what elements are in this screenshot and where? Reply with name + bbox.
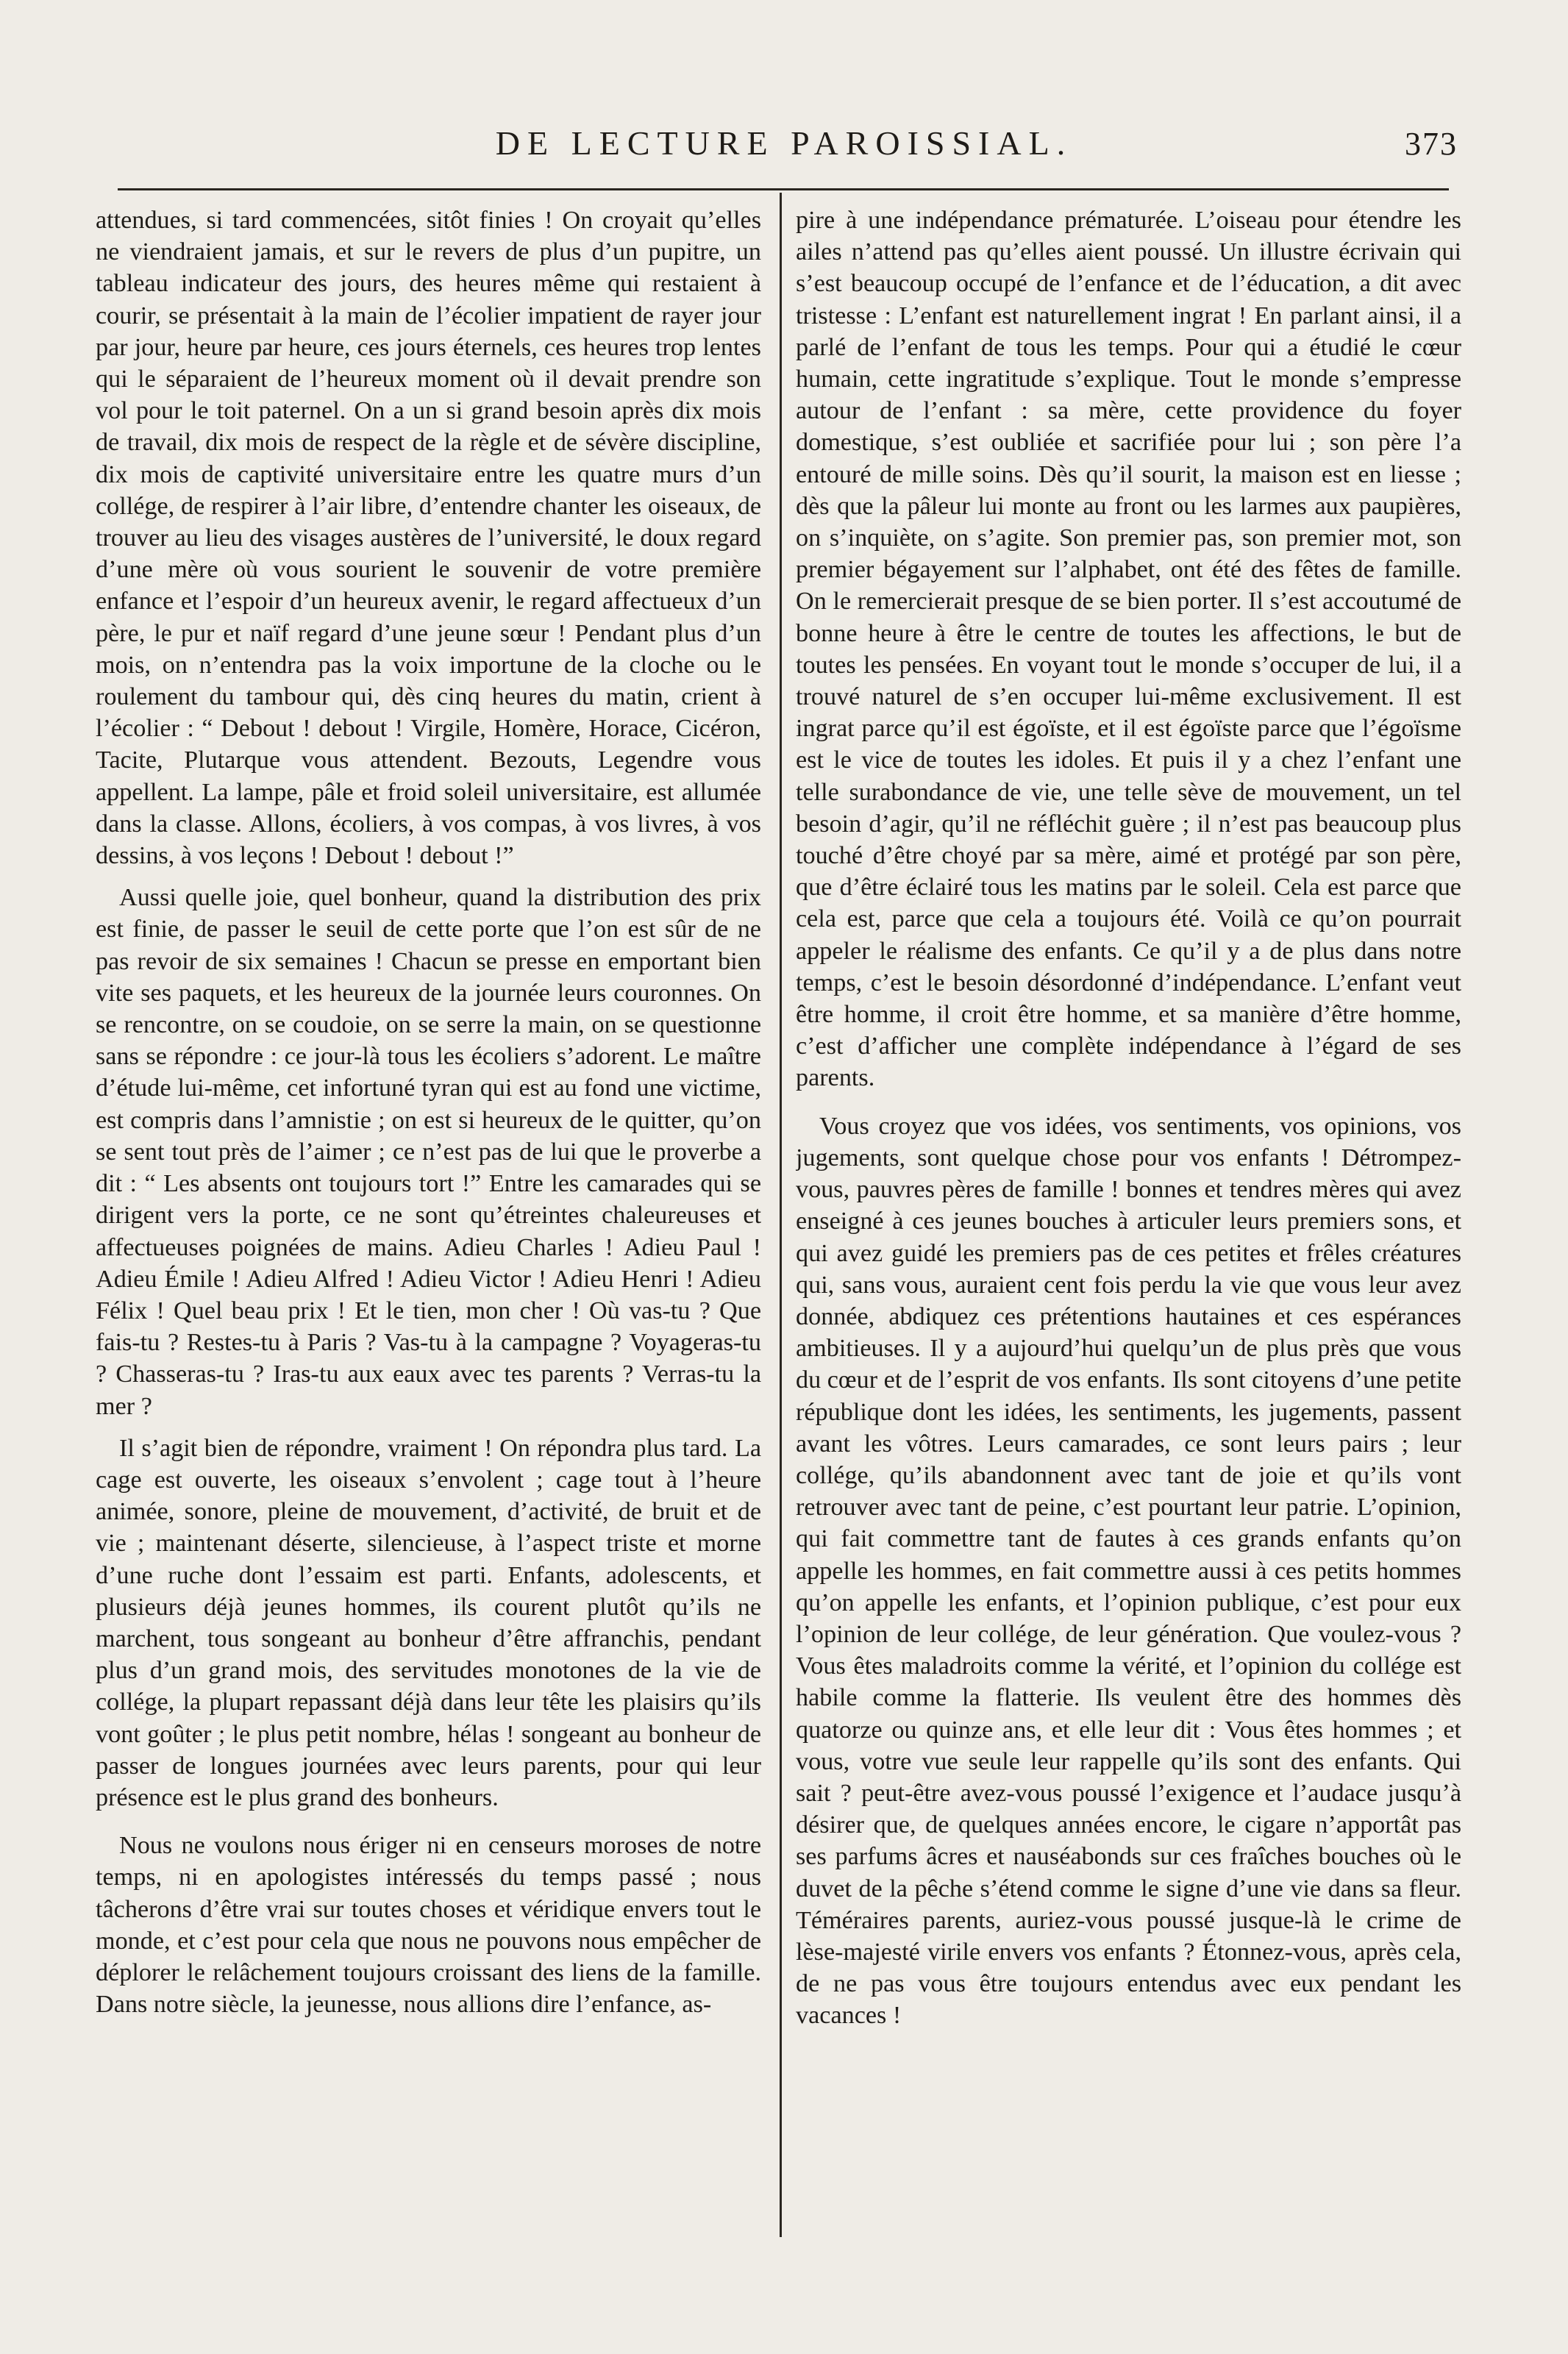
page-number: 373 bbox=[1405, 126, 1458, 162]
left-column bbox=[96, 204, 761, 2271]
paragraph: pire à une indépendance prématurée. L’oiseau pour étendre les ailes n’attend pas qu’elles aient poussé. Un illustre écrivain qui s’est beaucoup occupé de l’enfance et de l’éducation, a dit avec tristesse : L’enfant est naturellement ingrat ! En parlant ainsi, il a parlé de l’enfant de tous les temps. Pour qui a étudié le cœur humain, cette ingratitude s’explique. Tout le monde s’empresse autour de l’enfant : sa mère, cette providence du foyer domestique, s’est oubliée et sacrifiée pour lui ; son père l’a entouré de mille soins. Dès qu’il sourit, la maison est en liesse ; dès que la pâleur lui monte au front ou les larmes aux paupières, on s’inquiète, on s’agite. Son premier pas, son premier mot, son premier bégayement sur l’alphabet, ont été des fêtes de famille. On le remercierait presque de se bien porter. Il s’est accoutumé de bonne heure à être le centre de toutes les affections, le but de toutes les pensées. En voyant tout le monde s’occuper de lui, il a trouvé naturel de s’en occuper lui-même exclusivement. Il est ingrat parce qu’il est égoïste, et il est égoïste parce que l’égoïsme est le vice de toutes les idoles. Et puis il y a chez l’enfant une telle surabondance de vie, une telle sève de mouvement, un tel besoin d’agir, qu’il ne réfléchit guère ; il n’est pas beaucoup plus touché d’être choyé par sa mère, aimé et protégé par son père, que d’être éclairé tous les matins par le soleil. Cela est parce que cela est, parce que cela a toujours été. Voilà ce qu’on pourrait appeler le réalisme des enfants. Ce qu’il y a de plus dans notre temps, c’est le besoin désordonné d’indépendance. L’enfant veut être homme, il croit être homme, et sa manière d’être homme, c’est d’afficher une complète indépendance à l’égard de ses parents. bbox=[796, 207, 1461, 1092]
paragraph: Vous croyez que vos idées, vos sentiments, vos opinions, vos jugements, sont quelque chose pour vos enfants ! Détrompez-vous, pauvres pères de famille ! bonnes et tendres mères qui avez enseigné à ces jeunes bouches à articuler leurs premiers sons, et qui avez guidé les premiers pas de ces petites et frêles créatures qui, sans vous, auraient cent fois perdu la vie que vous leur avez donnée, abdiquez ces prétentions hautaines et ces espérances ambitieuses. Il y a aujourd’hui quelqu’un de plus près que vous du cœur et de l’esprit de vos enfants. Ils sont citoyens d’une petite république dont les idées, les sentiments, les jugements, passent avant les vôtres. Leurs camarades, ce sont leurs pairs ; leur collége, qu’ils abandonnent avec tant de joie et qu’ils vont retrouver avec tant de peine, c’est pourtant leur patrie. L’opinion, qui fait commettre tant de fautes à ces grands enfants qu’on appelle les hommes, en fait commettre aussi à ces petits hommes qu’on appelle les enfants, et l’opinion publique, c’est pour eux l’opinion de leur collége, de leur génération. Que voulez-vous ? Vous êtes maladroits comme la vérité, et l’opinion du collége est habile comme la flatterie. Ils veulent être des hommes dès quatorze ou quinze ans, et elle leur dit : Vous êtes hommes ; et vous, votre vue seule leur rappelle qu’ils sont des enfants. Qui sait ? peut-être avez-vous poussé l’exigence et l’audace jusqu’à désirer que, de quelques années encore, le cigare n’apportât pas ses parfums âcres et nauséabonds sur ces fraîches bouches où le duvet de la pêche s’étend comme le signe d’une vie dans sa fleur. Téméraires parents, auriez-vous poussé jusque-là le crime de lèse-majesté virile envers vos enfants ? Étonnez-vous, après cela, de ne pas vous être toujours entendus avec eux pendant les vacances ! bbox=[796, 1112, 1461, 2030]
paragraph: attendues, si tard commencées, sitôt finies ! On croyait qu’elles ne viendraient jamais, et sur le revers de plus d’un pupitre, un tableau indicateur des jours, des heures même qui restaient à courir, se présentait à la main de l’écolier impatient de rayer jour par jour, heure par heure, ces jours éternels, ces heures trop lentes qui le séparaient de l’heureux moment où il devait prendre son vol pour le toit paternel. On a un si grand besoin après dix mois de travail, dix mois de respect de la règle et de sévère discipline, dix mois de captivité universitaire entre les quatre murs d’un collége, de respirer à l’air libre, d’entendre chanter les oiseaux, de trouver au lieu des visages austères de l’université, le doux regard d’une mère où vous sourient le souvenir de votre première enfance et l’espoir d’un heureux avenir, le regard affectueux d’un père, le pur et naïf regard d’une jeune sœur ! Pendant plus d’un mois, on n’entendra pas la voix importune de la cloche ou le roulement du tambour qui, dès cinq heures du matin, crient à l’écolier : “ Debout ! debout ! Virgile, Homère, Horace, Cicéron, Tacite, Plutarque vous attendent. Bezouts, Legendre vous appellent. La lampe, pâle et froid soleil universitaire, est allumée dans la classe. Allons, écoliers, à vos compas, à vos livres, à vos dessins, à vos leçons ! Debout ! debout !” bbox=[96, 207, 761, 870]
paragraph: Il s’agit bien de répondre, vraiment ! On répondra plus tard. La cage est ouverte, les oiseaux s’envolent ; cage tout à l’heure animée, sonore, pleine de mouvement, d’activité, de bruit et de vie ; maintenant déserte, silencieuse, à l’aspect triste et morne d’une ruche dont l’essaim est parti. Enfants, adolescents, et plusieurs déjà jeunes hommes, ils courent plutôt qu’ils ne marchent, tous songeant au bonheur d’être affranchis, pendant plus d’un grand mois, des servitudes monotones de la vie de collége, la plupart repassant déjà dans leur tête les plaisirs qu’ils vont goûter ; le plus petit nombre, hélas ! songeant au bonheur de passer de longues journées avec leurs parents, pour qui leur présence est le plus grand des bonheurs. bbox=[96, 1434, 761, 1811]
paragraph: Nous ne voulons nous ériger ni en censeurs moroses de notre temps, ni en apologistes intéressés du temps passé ; nous tâcherons d’être vrai sur toutes choses et véridique envers tout le monde, et c’est pour cela que nous ne pouvons nous empêcher de déplorer le relâchement toujours croissant des liens de la famille. Dans notre siècle, la jeunesse, nous allions dire l’enfance, as- bbox=[96, 1832, 761, 2019]
right-column bbox=[796, 204, 1461, 2271]
paragraph: Aussi quelle joie, quel bonheur, quand la distribution des prix est finie, de passer le seuil de cette porte que l’on est sûr de ne pas revoir de six semaines ! Chacun se presse en emportant bien vite ses paquets, et les heureux de la journée leurs couronnes. On se rencontre, on se coudoie, on se serre la main, on se questionne sans se répondre : ce jour-là tous les écoliers s’adorent. Le maître d’étude lui-même, cet infortuné tyran qui est au fond une victime, est compris dans l’amnistie ; on est si heureux de le quitter, qu’on se sent tout près de l’aimer ; ce n’est pas de lui que le proverbe a dit : “ Les absents ont toujours tort !” Entre les camarades qui se dirigent vers la porte, ce ne sont qu’étreintes chaleureuses et affectueuses poignées de mains. Adieu Charles ! Adieu Paul ! Adieu Émile ! Adieu Alfred ! Adieu Victor ! Adieu Henri ! Adieu Félix ! Quel beau prix ! Et le tien, mon cher ! Où vas-tu ? Que fais-tu ? Restes-tu à Paris ? Vas-tu à la campagne ? Voyageras-tu ? Chasseras-tu ? Iras-tu aux eaux avec tes parents ? Verras-tu la mer ? bbox=[96, 884, 761, 1420]
header-rule bbox=[118, 188, 1449, 190]
running-title: DE LECTURE PAROISSIAL. bbox=[495, 124, 1073, 162]
column-divider bbox=[780, 193, 782, 2237]
